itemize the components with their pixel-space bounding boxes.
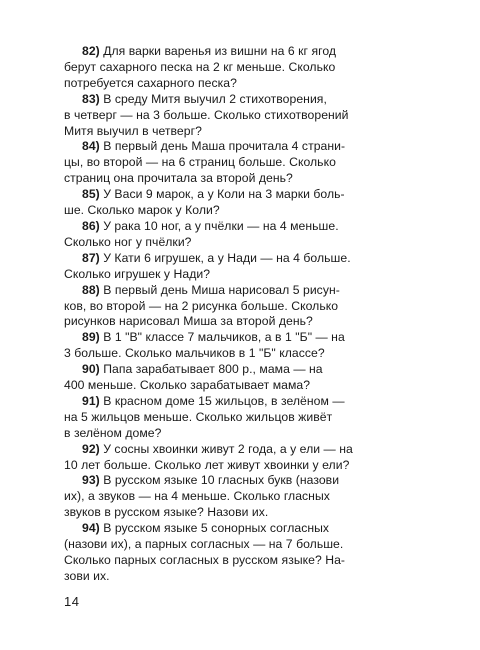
problem-item: [64, 362, 418, 394]
problem-number: 86): [82, 218, 100, 233]
problem-item: [64, 139, 418, 187]
problem-number: 85): [82, 187, 100, 202]
problem-item: [64, 283, 418, 331]
problem-number: 91): [82, 393, 100, 408]
problem-text-line: В первый день Миша нарисовал 5 рисун-: [103, 282, 340, 297]
problem-number: 84): [82, 139, 100, 154]
problem-number: 89): [82, 330, 100, 345]
problem-item: [64, 92, 418, 140]
problem-text-line: У Васи 9 марок, а у Коли на 3 марки боль-: [103, 187, 345, 202]
problem-text-line: Сколько ног у пчёлки?: [64, 234, 192, 249]
problem-text-line: В 1 "В" классе 7 мальчиков, а в 1 "Б" — на: [103, 330, 345, 345]
problem-text-line: Митя выучил в четверг?: [64, 123, 202, 138]
problem-item: [64, 473, 418, 521]
problem-text-line: Сколько игрушек у Нади?: [64, 266, 211, 281]
problem-text-line: потребуется сахарного песка?: [64, 75, 237, 90]
problem-text-line: зови их.: [64, 568, 110, 583]
problem-text-line: У рака 10 ног, а у пчёлки — на 4 меньше.: [103, 218, 339, 233]
problem-text-line: берут сахарного песка на 2 кг меньше. Сколько: [64, 59, 336, 74]
problem-text-line: ков, во второй — на 2 рисунка больше. Сколько: [64, 298, 339, 313]
problem-text-line: В красном доме 15 жильцов, в зелёном —: [103, 393, 345, 408]
problem-number: 93): [82, 473, 100, 488]
problem-item: [64, 187, 418, 219]
page-number: 14: [64, 594, 80, 609]
problem-text-line: Сколько парных согласных в русском языке? На-: [64, 553, 346, 567]
problem-text-line: У Кати 6 игрушек, а у Нади — на 4 больше.: [103, 250, 351, 265]
problem-item: [64, 394, 418, 442]
problem-item: [64, 521, 418, 585]
problem-number: 83): [82, 91, 100, 106]
problem-text-line: в четверг — на 3 больше. Сколько стихотворений: [64, 107, 349, 122]
problem-text-line: У сосны хвоинки живут 2 года, а у ели — на: [103, 441, 353, 456]
problem-text-line: рисунков нарисовал Миша за второй день?: [64, 314, 313, 329]
problem-number: 88): [82, 282, 100, 297]
problem-text-line: их), а звуков — на 4 меньше. Сколько гласных: [64, 489, 330, 504]
problem-text-line: ше. Сколько марок у Коли?: [64, 203, 220, 218]
problem-text-line: 10 лет больше. Сколько лет живут хвоинки у ели?: [64, 457, 350, 472]
problem-text-line: В русском языке 10 гласных букв (назови: [103, 473, 340, 488]
problem-text-line: Папа зарабатывает 800 р., мама — на: [103, 362, 323, 377]
problem-number: 87): [82, 250, 100, 265]
problem-text-line: (назови их), а парных согласных — на 7 больше.: [64, 537, 344, 552]
problem-text-line: 400 меньше. Сколько зарабатывает мама?: [64, 378, 311, 393]
problem-text-line: звуков в русском языке? Назови их.: [64, 505, 269, 520]
problem-number: 94): [82, 521, 100, 536]
problem-item: [64, 330, 418, 362]
problem-item: [64, 44, 418, 92]
problem-item: [64, 219, 418, 251]
problem-text-line: В русском языке 5 сонорных согласных: [103, 521, 330, 536]
problem-text-line: В среду Митя выучил 2 стихотворения,: [103, 91, 327, 106]
problem-number: 90): [82, 362, 100, 377]
problem-text-line: страниц она прочитала за второй день?: [64, 171, 293, 186]
problem-number: 82): [82, 44, 100, 58]
problem-list: [64, 44, 418, 585]
problem-text-line: цы, во второй — на 6 страниц больше. Сколько: [64, 155, 336, 170]
problem-number: 92): [82, 441, 100, 456]
problem-item: [64, 442, 418, 474]
problem-text-line: Для варки варенья из вишни на 6 кг ягод: [103, 44, 337, 58]
problem-text-line: 3 больше. Сколько мальчиков в 1 "Б" классе?: [64, 346, 325, 361]
problem-item: [64, 251, 418, 283]
problem-text-line: в зелёном доме?: [64, 425, 162, 440]
problem-text-line: В первый день Маша прочитала 4 страни-: [103, 139, 346, 154]
problem-text-line: на 5 жильцов меньше. Сколько жильцов живёт: [64, 409, 333, 424]
